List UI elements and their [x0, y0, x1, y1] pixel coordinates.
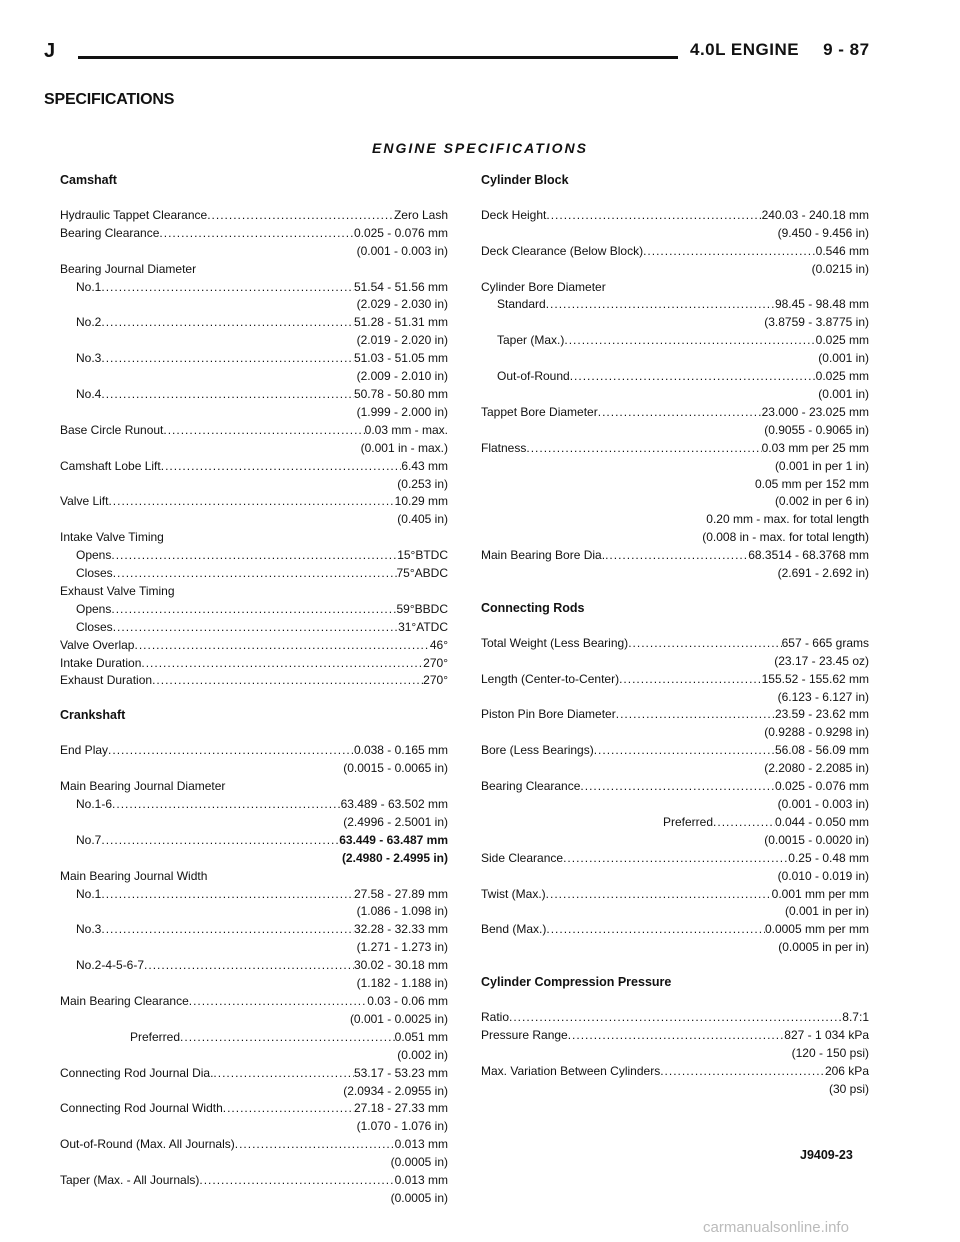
spec-value: 0.03 mm - max.: [364, 422, 448, 437]
spec-label: No.3: [76, 922, 102, 937]
spec-value: 15°BTDC: [397, 548, 448, 563]
spec-value-alt: (2.4980 - 2.4995 in): [341, 850, 448, 865]
spec-value-alt: (0.0015 - 0.0020 in): [764, 832, 869, 847]
section-title: SPECIFICATIONS: [44, 91, 175, 108]
spec-value-alt: (2.0934 - 2.0955 in): [343, 1083, 448, 1098]
spec-value: 206 kPa: [824, 1063, 869, 1078]
spec-value-alt: (0.002 in): [397, 1047, 448, 1062]
spec-value: 51.54 - 51.56 mm: [353, 279, 448, 294]
spec-row: [60, 886, 448, 904]
spec-label: Connecting Rod Journal Dia.: [60, 1065, 214, 1080]
spec-value-alt: (9.450 - 9.456 in): [777, 225, 869, 240]
spec-label: Main Bearing Clearance: [60, 993, 189, 1008]
spec-row: [60, 350, 448, 368]
spec-label: Bend (Max.): [481, 922, 547, 937]
spec-label: No.2: [76, 315, 102, 330]
spec-value-alt: 0.05 mm per 152 mm: [754, 476, 869, 491]
spec-row: [60, 1136, 448, 1154]
spec-row: [60, 422, 448, 440]
spec-row: [60, 637, 448, 655]
spec-label: Pressure Range: [481, 1027, 568, 1042]
spec-value-alt: (0.001 in per in): [784, 904, 869, 919]
spec-row: [60, 207, 448, 225]
spec-row: [60, 1100, 448, 1118]
spec-value: 31°ATDC: [398, 619, 448, 634]
spec-value: 0.013 mm: [394, 1173, 448, 1188]
spec-value: 27.58 - 27.89 mm: [353, 886, 448, 901]
spec-value: 0.001 mm per mm: [771, 886, 869, 901]
spec-label: Bearing Clearance: [481, 779, 581, 794]
spec-label: Valve Lift: [60, 494, 109, 509]
spec-label: Intake Duration: [60, 655, 142, 670]
spec-value: 0.546 mm: [815, 243, 869, 258]
spec-value-alt: (0.001 - 0.003 in): [356, 243, 448, 258]
spec-label: No.1: [76, 279, 102, 294]
spec-row: [481, 404, 869, 422]
spec-label: Taper (Max.): [497, 333, 565, 348]
spec-row: [60, 314, 448, 332]
spec-label: Opens: [76, 548, 112, 563]
spec-row: [481, 243, 869, 261]
spec-row: [481, 886, 869, 904]
spec-row: [481, 368, 869, 386]
spec-label: No.4: [76, 386, 102, 401]
spec-value: 155.52 - 155.62 mm: [761, 671, 869, 686]
spec-value: 0.0005 mm per mm: [764, 922, 869, 937]
spec-label: Closes: [76, 619, 113, 634]
spec-label: Length (Center-to-Center): [481, 671, 620, 686]
spec-value: 53.17 - 53.23 mm: [353, 1065, 448, 1080]
spec-value-alt: (3.8759 - 3.8775 in): [764, 315, 869, 330]
spec-row: [60, 1065, 448, 1083]
spec-label: Base Circle Runout: [60, 422, 164, 437]
spec-value-alt: (1.999 - 2.000 in): [356, 404, 448, 419]
spec-row: [60, 601, 448, 619]
spec-row: [481, 1063, 869, 1081]
subgroup-label: Main Bearing Journal Diameter: [60, 779, 226, 794]
cylinder-block-heading: Cylinder Block: [481, 173, 569, 187]
spec-label: Total Weight (Less Bearing): [481, 635, 629, 650]
connecting-rods-heading: Connecting Rods: [481, 600, 585, 615]
spec-label: Bore (Less Bearings): [481, 743, 594, 758]
spec-value-alt: (2.009 - 2.010 in): [356, 369, 448, 384]
spec-row: [60, 655, 448, 673]
spec-value-alt: (0.008 in - max. for total length): [702, 530, 869, 545]
spec-value: 0.044 - 0.050 mm: [774, 814, 869, 829]
spec-row: [481, 332, 869, 350]
spec-value-alt: (0.9288 - 0.9298 in): [764, 725, 869, 740]
spec-value-alt: (0.001 - 0.0025 in): [349, 1011, 448, 1026]
spec-label: No.7: [76, 832, 102, 847]
spec-row: [60, 672, 448, 690]
subgroup-label: Bearing Journal Diameter: [60, 261, 197, 276]
spec-value: 30.02 - 30.18 mm: [353, 958, 448, 973]
spec-value: 51.28 - 51.31 mm: [353, 315, 448, 330]
spec-value-alt: (0.001 in per 1 in): [774, 458, 869, 473]
spec-row: [60, 619, 448, 637]
spec-value: 68.3514 - 68.3768 mm: [748, 548, 869, 563]
spec-value-alt: (6.123 - 6.127 in): [777, 689, 869, 704]
spec-label: Camshaft Lobe Lift: [60, 458, 161, 473]
spec-label: Max. Variation Between Cylinders: [481, 1063, 661, 1078]
spec-value: 23.59 - 23.62 mm: [774, 707, 869, 722]
spec-value-alt: (0.002 in per 6 in): [774, 494, 869, 509]
spec-value: 827 - 1 034 kPa: [784, 1027, 869, 1042]
spec-value: 50.78 - 50.80 mm: [353, 386, 448, 401]
spec-row: [481, 207, 869, 225]
spec-label: Deck Clearance (Below Block): [481, 243, 644, 258]
camshaft-heading: Camshaft: [60, 173, 117, 187]
spec-label: Out-of-Round (Max. All Journals): [60, 1137, 235, 1152]
spec-value-alt: (0.405 in): [397, 512, 448, 527]
spec-value-alt: (0.0005 in per in): [778, 940, 869, 955]
spec-label: Standard: [497, 297, 546, 312]
spec-value-alt: (23.17 - 23.45 oz): [774, 653, 869, 668]
spec-value: 0.025 mm: [815, 369, 869, 384]
spec-label: Out-of-Round: [497, 369, 570, 384]
spec-value: 270°: [423, 673, 448, 688]
spec-value-alt: (1.070 - 1.076 in): [356, 1119, 448, 1134]
spec-value-alt: (1.271 - 1.273 in): [356, 940, 448, 955]
spec-row: [481, 547, 869, 565]
spec-value: 32.28 - 32.33 mm: [353, 922, 448, 937]
watermark: carmanualsonline.info: [703, 1219, 849, 1236]
spec-value-alt: (0.0015 - 0.0065 in): [343, 761, 448, 776]
header-letter: J: [44, 40, 56, 62]
spec-row: [481, 850, 869, 868]
spec-row: [60, 832, 448, 850]
header-right: [690, 40, 894, 60]
subgroup-label: Cylinder Bore Diameter: [481, 279, 606, 294]
spec-value-alt: (0.0005 in): [390, 1190, 448, 1205]
spec-value: 59°BBDC: [396, 601, 448, 616]
spec-row: [481, 635, 869, 653]
spec-value: 0.025 - 0.076 mm: [774, 779, 869, 794]
spec-value: 8.7:1: [842, 1010, 869, 1025]
spec-value-alt: (2.019 - 2.020 in): [356, 333, 448, 348]
header-section: 4.0L ENGINE: [690, 40, 800, 59]
spec-value-alt: (0.253 in): [397, 476, 448, 491]
spec-value-alt: (2.4996 - 2.5001 in): [343, 814, 448, 829]
right-column: [481, 172, 869, 1099]
spec-label: No.1-6: [76, 797, 113, 811]
spec-label: Tappet Bore Diameter: [481, 404, 598, 419]
spec-label: No.2-4-5-6-7: [76, 958, 145, 973]
spec-value-alt: (0.010 - 0.019 in): [777, 868, 869, 883]
spec-row: [60, 225, 448, 243]
spec-row: [60, 1172, 448, 1190]
spec-label: Deck Height: [481, 207, 547, 222]
spec-row: [60, 547, 448, 565]
spec-value-alt: 0.20 mm - max. for total length: [706, 512, 869, 527]
subgroup-label: Exhaust Valve Timing: [60, 583, 175, 598]
spec-row: [481, 778, 869, 796]
spec-value: 0.051 mm: [394, 1029, 448, 1044]
spec-value: 63.489 - 63.502 mm: [340, 797, 448, 811]
spec-label: Bearing Clearance: [60, 225, 160, 240]
spec-value-alt: (2.2080 - 2.2085 in): [764, 761, 869, 776]
spec-label: Flatness: [481, 440, 527, 455]
spec-row: [60, 993, 448, 1011]
compression-heading: Cylinder Compression Pressure: [481, 975, 672, 990]
spec-value: 56.08 - 56.09 mm: [774, 743, 869, 758]
spec-row: [60, 1029, 448, 1047]
spec-label: Taper (Max. - All Journals): [60, 1173, 200, 1188]
spec-value: 63.449 - 63.487 mm: [339, 832, 448, 847]
header-page: 9 - 87: [823, 40, 870, 59]
spec-row: [60, 458, 448, 476]
spec-value-alt: (0.001 in - max.): [360, 440, 448, 455]
spec-value: 270°: [423, 655, 448, 670]
spec-value: 10.29 mm: [394, 494, 448, 509]
spec-value-alt: (0.0005 in): [390, 1155, 448, 1170]
spec-label: Piston Pin Bore Diameter: [481, 707, 616, 722]
spec-label: Valve Overlap: [60, 637, 135, 652]
spec-value-alt: (120 - 150 psi): [791, 1045, 869, 1060]
header-rule: [78, 56, 678, 59]
spec-row: [60, 742, 448, 760]
spec-value: 23.000 - 23.025 mm: [761, 404, 869, 419]
spec-value-alt: (0.001 in): [818, 386, 869, 401]
figure-code: J9409-23: [800, 1148, 853, 1162]
spec-value: 0.03 mm per 25 mm: [761, 440, 869, 455]
spec-label: Exhaust Duration: [60, 673, 153, 688]
spec-value: 0.025 - 0.076 mm: [353, 225, 448, 240]
spec-value: Zero Lash: [393, 207, 448, 222]
spec-label: Preferred: [663, 814, 714, 829]
spec-value: 46°: [429, 637, 448, 652]
spec-value: 0.013 mm: [394, 1137, 448, 1152]
spec-row: [60, 957, 448, 975]
spec-value: 27.18 - 27.33 mm: [353, 1101, 448, 1116]
spec-label: Closes: [76, 566, 113, 581]
left-column: [60, 172, 448, 1208]
spec-value: 51.03 - 51.05 mm: [353, 351, 448, 366]
spec-value-alt: (30 psi): [828, 1081, 869, 1096]
spec-value-alt: (0.9055 - 0.9065 in): [764, 422, 869, 437]
spec-row: [481, 1027, 869, 1045]
spec-row: [481, 296, 869, 314]
spec-label: No.3: [76, 351, 102, 366]
spec-value-alt: (2.691 - 2.692 in): [777, 566, 869, 581]
spec-row: [481, 814, 869, 832]
spec-value: 0.038 - 0.165 mm: [353, 743, 448, 758]
spec-row: [481, 440, 869, 458]
spec-label: Main Bearing Bore Dia.: [481, 548, 606, 563]
spec-value-alt: (1.182 - 1.188 in): [356, 976, 448, 991]
subgroup-label: Intake Valve Timing: [60, 530, 164, 545]
spec-row: [60, 386, 448, 404]
spec-row: [60, 493, 448, 511]
spec-label: Preferred: [130, 1029, 181, 1044]
spec-value-alt: (0.001 - 0.003 in): [777, 797, 869, 811]
spec-value: 75°ABDC: [396, 566, 448, 581]
spec-value: 657 - 665 grams: [781, 635, 869, 650]
spec-row: [481, 1009, 869, 1027]
spec-row: [60, 565, 448, 583]
table-title: ENGINE SPECIFICATIONS: [372, 140, 588, 156]
spec-value: 0.03 - 0.06 mm: [367, 993, 448, 1008]
spec-value-alt: (0.0215 in): [811, 261, 869, 276]
spec-value-alt: (1.086 - 1.098 in): [356, 904, 448, 919]
spec-label: Ratio: [481, 1010, 510, 1025]
spec-value: 240.03 - 240.18 mm: [761, 207, 869, 222]
spec-value-alt: (2.029 - 2.030 in): [356, 297, 448, 312]
spec-row: [481, 671, 869, 689]
subgroup-label: Main Bearing Journal Width: [60, 868, 208, 883]
spec-row: [481, 706, 869, 724]
spec-label: Hydraulic Tappet Clearance: [60, 207, 208, 222]
spec-label: Side Clearance: [481, 850, 564, 865]
spec-label: Twist (Max.): [481, 886, 546, 901]
spec-value-alt: (0.001 in): [818, 351, 869, 366]
spec-value: 0.25 - 0.48 mm: [788, 850, 869, 865]
spec-row: [481, 742, 869, 760]
spec-value: 0.025 mm: [815, 333, 869, 348]
spec-row: [60, 796, 448, 814]
spec-label: End Play: [60, 743, 109, 758]
spec-value: 98.45 - 98.48 mm: [774, 297, 869, 312]
spec-label: Connecting Rod Journal Width: [60, 1101, 223, 1116]
spec-row: [481, 921, 869, 939]
spec-label: No.1: [76, 886, 102, 901]
crankshaft-heading: Crankshaft: [60, 708, 126, 723]
spec-value: 6.43 mm: [401, 458, 448, 473]
spec-row: [60, 279, 448, 297]
spec-label: Opens: [76, 601, 112, 616]
spec-row: [60, 921, 448, 939]
